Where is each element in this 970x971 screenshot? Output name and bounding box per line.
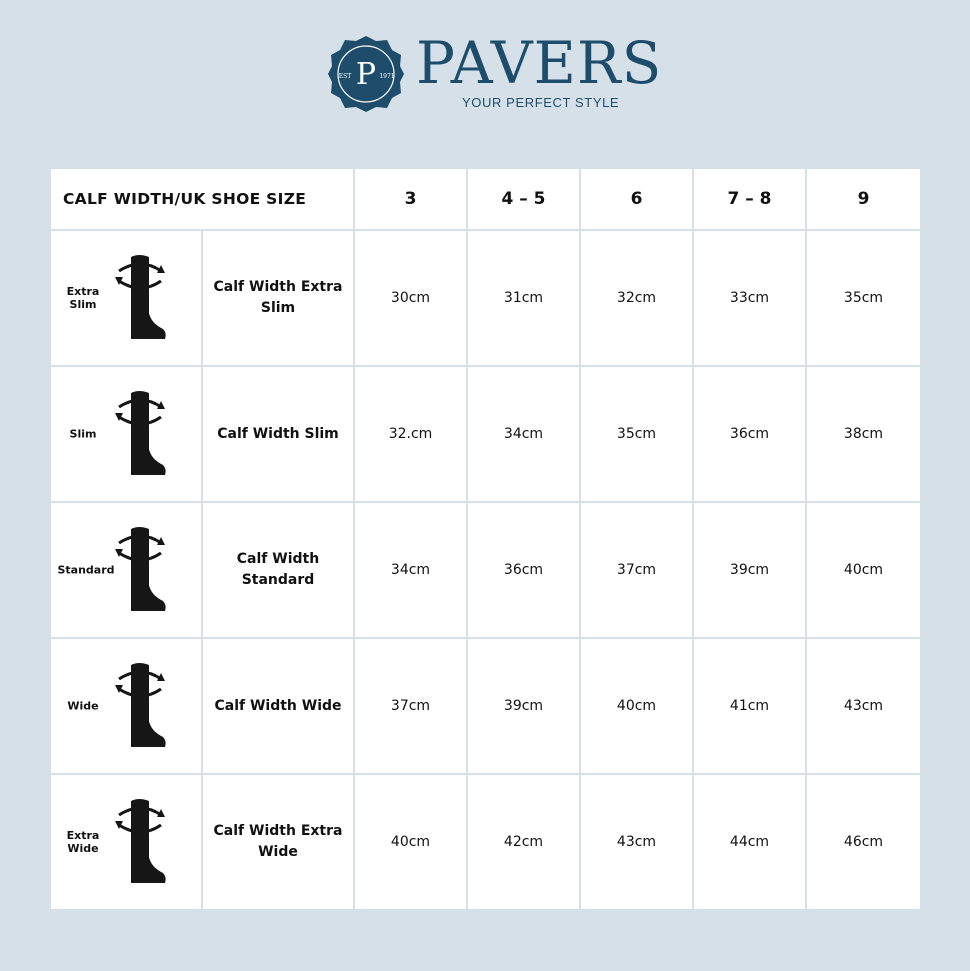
width-icon-cell	[50, 502, 202, 638]
table-cell: 46cm	[806, 774, 921, 910]
size-header: 6	[580, 168, 693, 230]
table-cell: 43cm	[580, 774, 693, 910]
table-cell: 39cm	[467, 638, 580, 774]
table-row	[50, 230, 921, 366]
table-cell: 30cm	[354, 230, 467, 366]
width-icon-cell	[50, 638, 202, 774]
width-icon-label: Slim	[69, 427, 97, 441]
width-name: Calf Width Extra Slim	[202, 230, 354, 366]
table-cell: 35cm	[806, 230, 921, 366]
table-cell: 35cm	[580, 366, 693, 502]
width-icon-label: Extra Wide	[66, 829, 100, 855]
table-cell: 40cm	[806, 502, 921, 638]
brand-tagline: YOUR PERFECT STYLE	[462, 95, 620, 110]
table-cell: 42cm	[467, 774, 580, 910]
table-cell: 37cm	[354, 638, 467, 774]
table-cell: 36cm	[693, 366, 806, 502]
width-name: Calf Width Standard	[202, 502, 354, 638]
table-row	[50, 774, 921, 910]
table-cell: 32cm	[580, 230, 693, 366]
table-cell: 33cm	[693, 230, 806, 366]
table-cell: 40cm	[580, 638, 693, 774]
table-row	[50, 502, 921, 638]
boot-measure-icon	[111, 795, 167, 891]
table-cell: 39cm	[693, 502, 806, 638]
table-cell: 43cm	[806, 638, 921, 774]
width-icon-label: Standard	[57, 563, 115, 577]
table-row	[50, 638, 921, 774]
width-icon-cell	[50, 366, 202, 502]
width-icon-cell	[50, 230, 202, 366]
width-name: Calf Width Wide	[202, 638, 354, 774]
boot-measure-icon	[111, 387, 167, 483]
size-header: 3	[354, 168, 467, 230]
table-cell: 40cm	[354, 774, 467, 910]
table-header-row	[50, 168, 921, 230]
size-header: 4 – 5	[467, 168, 580, 230]
width-icon-cell	[50, 774, 202, 910]
table-cell: 36cm	[467, 502, 580, 638]
width-icon-label: Wide	[67, 699, 99, 713]
width-name: Calf Width Slim	[202, 366, 354, 502]
size-header: 9	[806, 168, 921, 230]
table-cell: 41cm	[693, 638, 806, 774]
header-label: CALF WIDTH/UK SHOE SIZE	[50, 168, 354, 230]
size-header: 7 – 8	[693, 168, 806, 230]
table-cell: 31cm	[467, 230, 580, 366]
table-cell: 32.cm	[354, 366, 467, 502]
brand-name: PAVERS	[416, 29, 663, 97]
seal-letter: P	[355, 57, 377, 92]
seal-year: 1971	[379, 73, 395, 80]
pavers-seal-icon	[326, 34, 406, 114]
table-cell: 38cm	[806, 366, 921, 502]
table-row	[50, 366, 921, 502]
table-cell: 37cm	[580, 502, 693, 638]
boot-measure-icon	[111, 659, 167, 755]
width-name: Calf Width Extra Wide	[202, 774, 354, 910]
table-cell: 34cm	[354, 502, 467, 638]
table-cell: 34cm	[467, 366, 580, 502]
table-cell: 44cm	[693, 774, 806, 910]
pavers-logo	[0, 26, 970, 116]
calf-width-size-table	[49, 167, 922, 911]
boot-measure-icon	[111, 523, 167, 619]
width-icon-label: Extra Slim	[66, 285, 100, 311]
boot-measure-icon	[111, 251, 167, 347]
seal-est: EST	[338, 73, 352, 80]
